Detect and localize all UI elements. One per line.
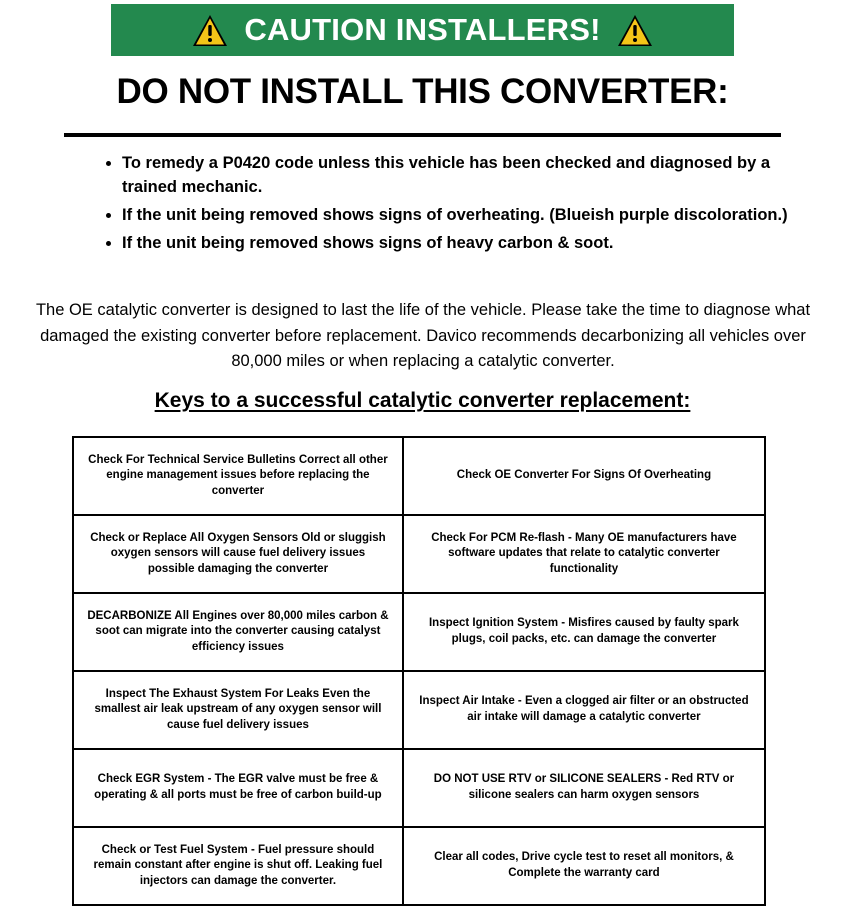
table-cell-right: DO NOT USE RTV or SILICONE SEALERS - Red RTV or silicone sealers can harm oxygen sensors — [403, 749, 765, 827]
table-cell-right: Inspect Ignition System - Misfires caused by faulty spark plugs, coil packs, etc. can damage the converter — [403, 593, 765, 671]
table-cell-right: Clear all codes, Drive cycle test to reset all monitors, & Complete the warranty card — [403, 827, 765, 905]
list-item: • If the unit being removed shows signs of heavy carbon & soot. — [122, 232, 822, 256]
table-cell-right: Inspect Air Intake - Even a clogged air filter or an obstructed air intake will damage a catalytic converter — [403, 671, 765, 749]
warning-triangle-icon-right — [617, 14, 653, 47]
diagnosis-paragraph: The OE catalytic converter is designed to last the life of the vehicle. Please take the time to diagnose what damaged the existing converter before replacement. Davico recommends decarbonizing all vehicles over 80,000 miles or when replacing a catalytic converter. — [35, 301, 811, 371]
caution-banner — [111, 4, 734, 56]
list-item: • To remedy a P0420 code unless this vehicle has been checked and diagnosed by a trained mechanic. — [122, 152, 822, 200]
list-item: • If the unit being removed shows signs of overheating. (Blueish purple discoloration.) — [122, 204, 822, 228]
table-cell-left: Check EGR System - The EGR valve must be free & operating & all ports must be free of carbon build-up — [73, 749, 403, 827]
table-cell-left: Check or Replace All Oxygen Sensors Old or sluggish oxygen sensors will cause fuel delivery issues possible damaging the converter — [73, 515, 403, 593]
table-row — [73, 515, 765, 593]
page-title: DO NOT INSTALL THIS CONVERTER: — [116, 72, 729, 111]
do-not-install-list — [86, 152, 822, 260]
warning-triangle-icon-left — [192, 14, 228, 47]
keys-table — [72, 436, 766, 906]
title-divider — [64, 133, 781, 137]
table-cell-left: Check or Test Fuel System - Fuel pressure should remain constant after engine is shut off. Leaking fuel injectors can damage the converter. — [73, 827, 403, 905]
table-row — [73, 671, 765, 749]
table-cell-left: Check For Technical Service Bulletins Correct all other engine management issues before replacing the converter — [73, 437, 403, 515]
table-cell-right: Check For PCM Re-flash - Many OE manufacturers have software updates that relate to catalytic converter functionality — [403, 515, 765, 593]
table-cell-left: Inspect The Exhaust System For Leaks Even the smallest air leak upstream of any oxygen sensor will cause fuel delivery issues — [73, 671, 403, 749]
table-row — [73, 827, 765, 905]
table-cell-left: DECARBONIZE All Engines over 80,000 miles carbon & soot can migrate into the converter causing catalyst efficiency issues — [73, 593, 403, 671]
table-cell-right: Check OE Converter For Signs Of Overheating — [403, 437, 765, 515]
caution-banner-label: CAUTION INSTALLERS! — [244, 12, 601, 47]
keys-heading: Keys to a successful catalytic converter replacement: — [154, 389, 691, 412]
table-row — [73, 437, 765, 515]
table-row — [73, 593, 765, 671]
table-row — [73, 749, 765, 827]
